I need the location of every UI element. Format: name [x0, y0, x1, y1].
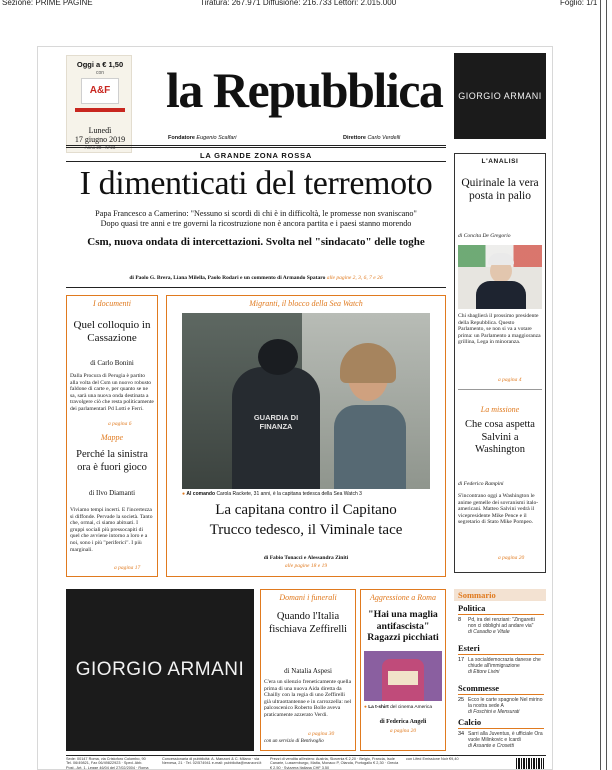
- tshirt-photo: [364, 651, 442, 701]
- summary-item-esteri[interactable]: [458, 643, 544, 675]
- footer-rule: [66, 755, 546, 756]
- caption-text: Carola Rackete, 31 anni, è la capitana tedesca della Sea Watch 3: [216, 491, 362, 497]
- maps-label: Mappe: [100, 433, 124, 442]
- analysis-title[interactable]: Quirinale la vera posta in palio: [461, 177, 539, 202]
- section-label: Sezione: PRIME PAGINE: [2, 0, 93, 7]
- armani-ad-bottom[interactable]: [66, 589, 254, 751]
- summary-by-esteri: di Ettore Livini: [468, 669, 500, 675]
- founder-label: Fondatore: [168, 135, 195, 141]
- overline-rule: [66, 161, 446, 162]
- documents-title[interactable]: Quel colloquio in Cassazione: [73, 319, 151, 344]
- summary-text-politica: Pd, ira dei renziani: "Zingaretti non ci obblighi ad andare via": [468, 617, 535, 629]
- summary-text-esteri: La socialdemocrazia danese che chiude all'immigrazione: [468, 657, 541, 669]
- summary-by-scommesse: di Foschini e Mensurati: [468, 709, 520, 715]
- price-sub: con: [95, 70, 105, 76]
- officer-head: [258, 339, 298, 375]
- mission-title[interactable]: Che cosa aspetta Salvini a Washington: [465, 419, 535, 455]
- summary-num-politica: 8: [458, 617, 462, 623]
- seawatch-photo: [182, 313, 430, 489]
- rome-caption-bullet: ●: [364, 705, 367, 710]
- mission-label: La missione: [480, 405, 520, 414]
- summary-item-politica[interactable]: [458, 603, 544, 635]
- price-box: [66, 55, 132, 153]
- rome-title[interactable]: "Hai una maglia antifascista" Ragazzi picchiati: [367, 609, 439, 643]
- summary-rule-calcio: [458, 728, 544, 729]
- summary-item-scommesse[interactable]: [458, 683, 544, 715]
- summary-text-scommesse: Ecco le carte spagnole Nel mirino la nostra sede A: [468, 697, 543, 709]
- maps-title[interactable]: Perché la sinistra ora è fuori gioco: [76, 449, 148, 473]
- director-label: Direttore: [343, 135, 366, 141]
- documents-body: Dalla Procura di Perugia è partito alla volta del Csm un nuovo robusto faldone di carte e, per quanto se ne sa, sarà una nuova onda destinata a travolgere ciò che resta politicamente dei parlamentari Pd Lotti e Ferri.: [70, 373, 154, 412]
- lead-deck-1: Papa Francesco a Camerino: "Nessuno si scordi di chi è in difficoltà, le promesse non svaniscano": [95, 209, 417, 218]
- right-divider: [458, 389, 542, 390]
- price-label: Oggi a € 1,50: [76, 60, 124, 69]
- summary-rule-politica: [458, 614, 544, 615]
- masthead-rule-2: [66, 147, 446, 148]
- lead-overline: LA GRANDE ZONA ROSSA: [199, 151, 313, 160]
- summary-num-calcio: 34: [458, 731, 465, 737]
- summary-num-scommesse: 25: [458, 697, 465, 703]
- zeffirelli-note: con un servizio di Bentivoglio: [264, 739, 324, 744]
- documents-page[interactable]: a pagina 6: [108, 421, 132, 427]
- zeffirelli-body: C'era un silenzio freneticamente quella prima di una nuova Aida diretta da Chailly con la regia di uno Zeffirelli già ultraottantenne e in carrozzella: nel palcoscenico Roberto Bolle aveva praticamente azzerato Verdi.: [264, 679, 352, 718]
- armani-ad-bottom-text: GIORGIO ARMANI: [75, 659, 245, 680]
- seawatch-headline-1[interactable]: La capitana contro il Capitano: [215, 502, 397, 518]
- summary-text-calcio: Sarri alla Juventus, è ufficiale Ora vuole Milinkovic e Icardi: [468, 731, 543, 743]
- summary-item-calcio[interactable]: [458, 717, 544, 749]
- summary-cat-scommesse: Scommesse: [458, 683, 500, 693]
- promo-badge-box: [81, 78, 119, 104]
- summary-box: [454, 589, 546, 751]
- seawatch-label: Migranti, il blocco della Sea Watch: [249, 299, 363, 308]
- right-border-line: [600, 0, 601, 770]
- mission-body-text: S'incontrano oggi a Washington le anime gemelle dei sovranismi italo-americani. Matteo Salvini vedrà il vicepresidente Mike Pence e il segretario di Stato Mike Pompeo.: [458, 493, 539, 526]
- founder-line: [168, 135, 298, 141]
- summary-rule-scommesse: [458, 694, 544, 695]
- mission-body: [458, 493, 542, 526]
- seawatch-caption: [182, 491, 430, 497]
- masthead-rule: [66, 145, 446, 146]
- director-line: [343, 135, 443, 141]
- caption-bullet: ●: [182, 491, 186, 497]
- summary-cat-politica: Politica: [458, 603, 486, 613]
- caption-lead: Al comando: [186, 491, 216, 497]
- circulation-stats: Tiratura: 267.971 Diffusione: 216.733 Lettori: 2.015.000: [200, 0, 397, 7]
- documents-label: I documenti: [93, 299, 131, 308]
- sheet-number: Foglio: 1/1: [560, 0, 598, 7]
- analysis-body: Chi sbaglierà il prossimo presidente della Repubblica. Questo Parlamento, se non si va a votare prima: un Parlamento a maggioranza grillina, Lega in minoranza.: [458, 313, 541, 346]
- summary-rule-esteri: [458, 654, 544, 655]
- president-photo: [458, 245, 542, 309]
- newspaper-page: [37, 46, 553, 770]
- date: 17 giugno 2019: [74, 135, 126, 144]
- summary-by-politica: di Casadio e Vitale: [468, 629, 510, 635]
- newspaper-title: la Repubblica: [166, 62, 443, 118]
- rome-page[interactable]: a pagina 20: [389, 728, 417, 734]
- footer-col-4: con Lifed Emissione Noir €9,40: [406, 757, 459, 761]
- rome-caption-lead: La t-shirt: [368, 705, 389, 710]
- portrait-suit: [476, 281, 526, 309]
- director-name: Carlo Verdelli: [367, 135, 401, 141]
- summary-cat-esteri: Esteri: [458, 643, 480, 653]
- date-day: Lunedì: [88, 126, 112, 135]
- documents-byline: di Carlo Bonini: [90, 359, 134, 367]
- summary-cat-calcio: Calcio: [458, 717, 482, 727]
- seawatch-pages[interactable]: alle pagine 18 e 19: [284, 563, 328, 569]
- rome-label: Aggressione a Roma: [370, 593, 436, 602]
- maps-page[interactable]: a pagina 17: [114, 565, 141, 571]
- promo-stripe: [75, 108, 125, 112]
- analysis-page[interactable]: a pagina 4: [498, 377, 522, 383]
- rome-caption-text: del cinema America: [390, 705, 432, 710]
- mission-page[interactable]: a pagina 20: [498, 555, 525, 561]
- footer-col-3: Prezzi di vendita all'estero: Austria, Slovenia € 2,20 · Belgio, Francia, Isole Canarie, Lussemburgo, Malta, Monaco P, Olanda, Portogallo € 2,30 · Grecia € 2,50 · Svizzera Italiana CHF 3,50: [270, 757, 399, 769]
- maps-body: Viviamo tempi incerti. E l'incertezza si diffonde. Pervade la società. Tanto che, ormai, ci siamo abituati. I gruppi sociali più pressocapiti di quel che avviene intorno a loro e a noi, sono i più "periferici". I più marginali.: [70, 507, 153, 553]
- barcode: [516, 758, 544, 769]
- promo-badge: A&F: [89, 85, 111, 96]
- lead-bottom-rule: [66, 287, 446, 288]
- analysis-label: L'ANALISI: [481, 158, 519, 165]
- summary-num-esteri: 17: [458, 657, 465, 663]
- lead-byline: di Paolo G. Brera, Liana Milella, Paolo Rodari e un commento di Armando Spataro: [129, 275, 326, 281]
- footer-col-1: Sede: 00147 Roma, via Cristoforo Colombo, 90 Tel. 06/49821, Fax 06/49822923 · Sped. Abb. Post., Art. 1, Legge 46/04 del 27/02/2004 · Roma: [66, 757, 149, 769]
- lead-byline-row: [66, 275, 446, 281]
- seawatch-byline: di Fabio Tonacci e Alessandra Ziniti: [263, 555, 349, 561]
- vest-text: GUARDIA DI FINANZA: [253, 413, 299, 431]
- summary-by-calcio: di Assante e Crosetti: [468, 743, 514, 749]
- rome-byline: di Federica Angeli: [379, 719, 427, 725]
- zeffirelli-byline: di Natalia Aspesi: [284, 667, 332, 675]
- footer-col-2: Concessionaria di pubblicità: A. Manzoni & C. Milano · via Nervesa, 21 · Tel. 02/574941 e-mail: pubblicita@manzoni.it: [162, 757, 262, 766]
- right-border-line-2: [606, 0, 607, 770]
- zeffirelli-label: Domani i funerali: [279, 593, 337, 602]
- seawatch-headline-2[interactable]: Trucco tedesco, il Viminale tace: [209, 522, 403, 538]
- mission-byline: di Federico Rampini: [458, 481, 504, 487]
- maps-byline: di Ilvo Diamanti: [88, 489, 136, 497]
- lead-second-headline[interactable]: Csm, nuova ondata di intercettazioni. Svolta nel "sindacato" delle toghe: [87, 236, 425, 248]
- summary-label: Sommario: [458, 590, 496, 600]
- lead-headline[interactable]: I dimenticati del terremoto: [79, 165, 433, 202]
- clipping-header: [0, 0, 612, 9]
- zeffirelli-page[interactable]: a pagina 30: [308, 731, 335, 737]
- tshirt-print: [388, 671, 418, 685]
- zeffirelli-title[interactable]: Quando l'Italia fischiava Zeffirelli: [268, 611, 348, 635]
- portrait-hair: [488, 253, 514, 265]
- lead-deck-2: Dopo quasi tre anni e tre governi la ricostruzione non è ancora partita e i paesi stanno morendo: [100, 219, 412, 228]
- captain-shirt: [334, 405, 406, 489]
- armani-ad-top-text: GIORGIO ARMANI: [458, 91, 542, 101]
- analysis-byline: di Concita De Gregorio: [458, 233, 511, 239]
- armani-ad-top[interactable]: [454, 53, 546, 139]
- rome-caption: [364, 705, 442, 710]
- founder-name: Eugenio Scalfari: [196, 135, 237, 141]
- lead-pages[interactable]: alle pagine 2, 3, 6, 7 e 26: [326, 275, 383, 281]
